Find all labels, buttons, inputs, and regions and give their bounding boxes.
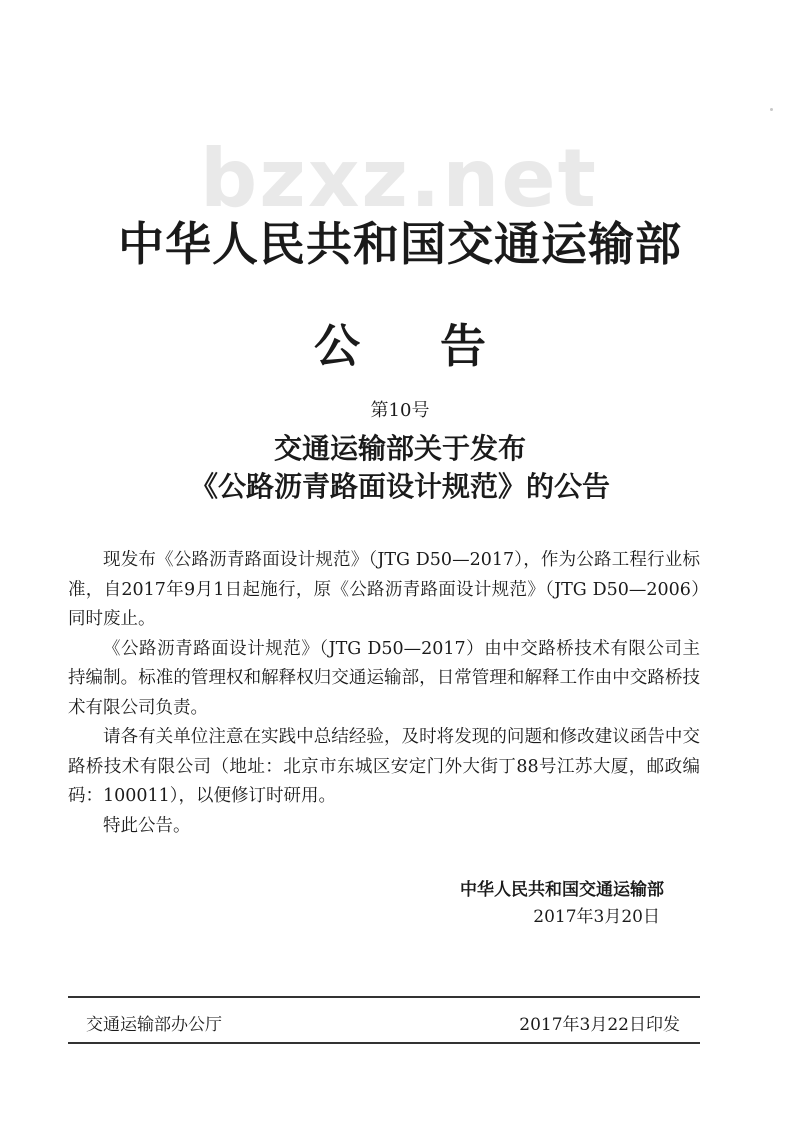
signature-organization: 中华人民共和国交通运输部 [460,880,664,900]
announcement-body [68,546,700,841]
body-paragraph: 请各有关单位注意在实践中总结经验，及时将发现的问题和修改建议函告中交路桥技术有限公司（地址：北京市东城区安定门外大街丁88号江苏大厦，邮政编码：100011），以便修订时研用。 [68,727,700,806]
footer-rule-bottom [68,1042,700,1044]
footer-rule-top [68,996,700,998]
body-paragraph: 《公路沥青路面设计规范》（JTG D50—2017）由中交路桥技术有限公司主持编制。标准的管理权和解释权归交通运输部，日常管理和解释工作由中交路桥技术有限公司负责。 [68,638,700,718]
footer-print-date: 2017年3月22日印发 [519,1015,680,1035]
subject-line-1: 交通运输部关于发布 [273,432,526,465]
announcement-subject [0,430,800,506]
organization-title: 中华人民共和国交通运输部 [118,217,682,271]
body-paragraph: 现发布《公路沥青路面设计规范》（JTG D50—2017），作为公路工程行业标准，自2017年9月1日起施行，原《公路沥青路面设计规范》（JTG D50—2006）同时废止。 [68,550,700,629]
document-type: 公告 [314,319,566,373]
document-number: 第10号 [370,400,430,421]
scan-artifact [770,108,773,111]
body-paragraph: 特此公告。 [103,815,191,836]
signature-date: 2017年3月20日 [533,907,660,927]
watermark: bzxz.net [200,132,598,225]
subject-line-2: 《公路沥青路面设计规范》的公告 [189,470,610,503]
footer-issuer: 交通运输部办公厅 [86,1015,222,1035]
